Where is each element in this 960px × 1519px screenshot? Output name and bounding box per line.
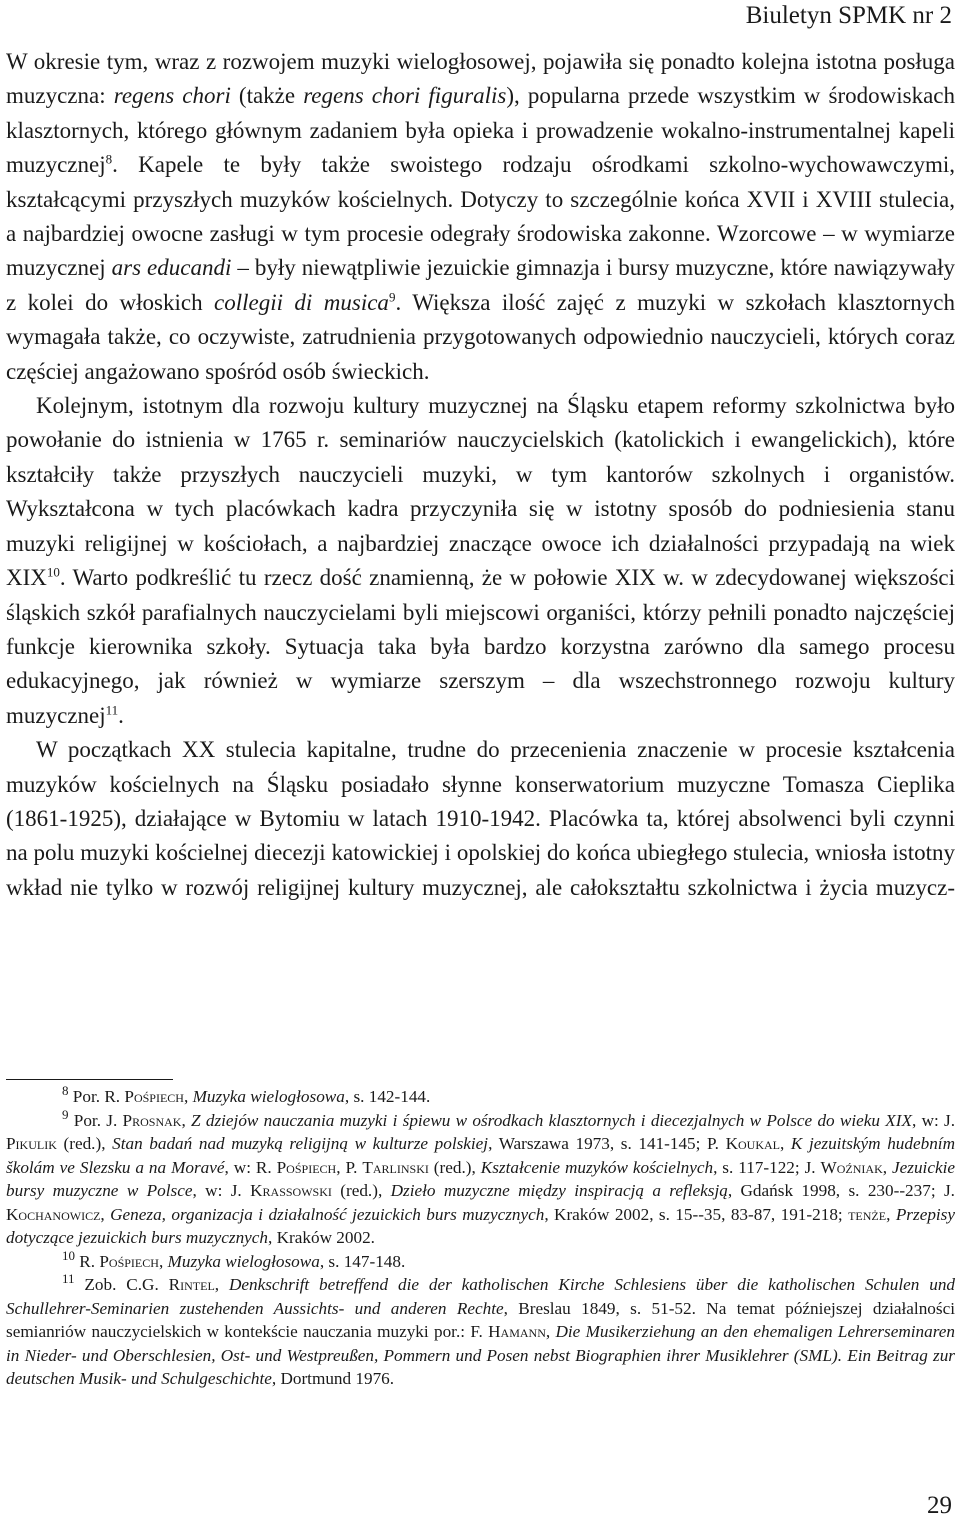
footnote-8: $^8$ Por. R. Pośpiech, Muzyka wielogłosowa, s. 142-144. — [62, 1083, 431, 1106]
footnote-ref-8[interactable]: 8 — [105, 151, 113, 167]
main-text — [6, 45, 955, 905]
footnote-ref-9[interactable]: 9 — [388, 289, 396, 305]
paragraph-2: Kolejnym, istotnym dla rozwoju kultury muzycznej na Śląsku etapem reformy szkolnictwa było powołanie do istnienia w 1765 r. seminariów nauczycielskich (katolickich i ewangelickich), które kształciły także przyszłych nauczycieli muzyki, w tym kantorów szkolnych i organistów. Wykształcona w tych placówkach kadra przyczyniła się w istotny sposób do podniesienia stanu muzyki religijnej w kościołach, a najbardziej znaczące owoce ich działalności przypadają na wiek XIX$^{10}$. Warto podkreślić tu rzecz dość znamienną, że w połowie XIX w. w zdecydowanej większości śląskich szkół parafialnych nauczycielami byli miejscowi organiści, którzy pełnili ponadto najczęściej funkcje kierownika szkoły. Sytuacja taka była bardzo korzystna zarówno dla samego procesu edukacyjnego, jak również w wymiarze szerszym – dla wszechstronnego rozwoju kultury muzycznej$^{11}$. — [6, 393, 955, 728]
running-header: Biuletyn SPMK nr 2 — [745, 2, 952, 29]
footnotes — [6, 1085, 955, 1391]
footnote-ref-11[interactable]: 11 — [105, 702, 119, 718]
footnote-separator — [6, 1079, 173, 1080]
page-number: 29 — [927, 1492, 952, 1519]
footnote-ref-10[interactable]: 10 — [46, 564, 60, 580]
footnote-9: $^9$ Por. J. Prosnak, Z dziejów nauczania muzyki i śpiewu w ośrodkach klasztornych i diecezjalnych w Polsce do wieku XIX, w: J. Pikulik (red.), Stan badań nad muzyką religijną w kulturze polskiej, Warszawa 1973, s. 141-145; P. Koukal, K jezuitským hudebním školám ve Slezsku a na Moravé, w: R. Pośpiech, P. Tarlinski (red.), Kształcenie muzyków kościelnych, s. 117-122; J. Woźniak, Jezuickie bursy muzyczne w Polsce, w: J. Krassowski (red.), Dzieło muzyczne między inspiracją a refleksją, Gdańsk 1998, s. 230--237; J. Kochanowicz, Geneza, organizacja i działalność jezuickich burs muzycznych, Kraków 2002, s. 15--35, 83-87, 191-218; tenże, Przepisy dotyczące jezuickich burs muzycznych, Kraków 2002. — [6, 1106, 956, 1247]
paragraph-1: W okresie tym, wraz z rozwojem muzyki wielogłosowej, pojawiła się ponadto kolejna istotna posługa muzyczna: regens chori (także regens chori figuralis), popularna przede wszystkim w środowiskach klasztornych, którego głównym zadaniem była opieka i prowadzenie wokalno-instrumentalnej kapeli muzycznej$^8$. Kapele te były także swoistego rodzaju ośrodkami szkolno-wychowawczymi, kształcącymi przyszłych muzyków kościelnych. Dotyczy to szczególnie końca XVII i XVIII stulecia, a najbardziej owocne zasługi w tym procesie odegrały środowiska zakonne. Wzorcowe – w wymiarze muzycznej ars educandi – były niewątpliwie jezuickie gimnazja i bursy muzyczne, które nawiązywały z kolei do włoskich collegii di musica$^9$. Większa ilość zajęć z muzyki w szkołach klasztornych wymagała także, co oczywiste, zatrudnienia przygotowanych odpowiednio nauczycieli, których coraz częściej angażowano spośród osób świeckich. — [6, 49, 956, 384]
paragraph-3: W początkach XX stulecia kapitalne, trudne do przecenienia znaczenie w procesie kształcenia muzyków kościelnych na Śląsku posiadało słynne konserwatorium muzyczne Tomasza Cieplika (1861-1925), działające w Bytomiu w latach 1910-1942. Placówka ta, której absolwenci byli czynni na polu muzyki kościelnej diecezji katowickiej i opolskiej do końca ubiegłego stulecia, wniosła istotny wkład nie tylko w rozwój religijnej kultury muzycznej, ale całokształtu szkolnictwa i życia muzycz- — [6, 737, 955, 900]
footnote-10: $^{10}$ R. Pośpiech, Muzyka wielogłosowa, s. 147-148. — [62, 1247, 406, 1271]
footnote-11: $^{11}$ Zob. C.G. Rintel, Denkschrift betreffend die der katholischen Kirche Schlesiens über die katholischen Schulen und Schullehrer-Seminarien zustehenden Aussichts- und anderen Rechte, Breslau 1849, s. 51-52. Na temat późniejszej działalności semianriów nauczycielskich w kontekście nauczania muzyki por.: F. Hamann, Die Musikerziehung an den ehemaligen Lehrerseminaren in Nieder- und Oberschlesien, Ost- und Westpreußen, Pommern und Posen nebst Biographien ihrer Musiklehrer (SML). Ein Beitrag zur deutschen Musik- und Schulgeschichte, Dortmund 1976. — [6, 1271, 956, 1388]
